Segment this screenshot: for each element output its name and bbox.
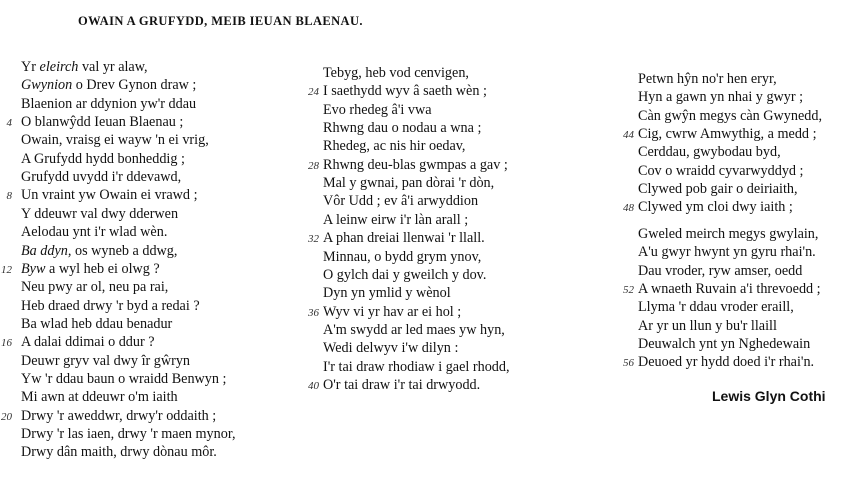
line-number: 16 bbox=[1, 337, 12, 350]
line-number: 56 bbox=[623, 357, 634, 370]
verse-line bbox=[21, 425, 236, 443]
line-number: 20 bbox=[1, 410, 12, 423]
verse-text: Gweled meirch megys gwylain, bbox=[638, 225, 819, 242]
verse-text: Llyma 'r ddau vroder eraill, bbox=[638, 299, 794, 316]
verse-line bbox=[21, 315, 172, 333]
verse-text: Mi awn at ddeuwr o'm iaith bbox=[21, 389, 178, 406]
verse-text: O gylch dai y gweilch y dov. bbox=[323, 266, 487, 283]
verse-line bbox=[638, 225, 818, 243]
verse-text: Aelodau ynt i'r wlad wèn. bbox=[21, 224, 168, 241]
verse-line bbox=[323, 211, 468, 229]
line-number: 12 bbox=[1, 263, 12, 276]
verse-text: Yr bbox=[21, 59, 40, 75]
verse-line bbox=[21, 242, 177, 260]
verse-line bbox=[21, 388, 178, 406]
verse-line bbox=[323, 119, 481, 137]
verse-text: Yw 'r ddau baun o wraidd Benwyn ; bbox=[21, 370, 227, 387]
verse-line bbox=[638, 107, 822, 125]
verse-line bbox=[21, 76, 196, 94]
verse-text: A phan dreiai llenwai 'r llall. bbox=[323, 230, 485, 247]
verse-text: Deuoed yr hydd doed i'r rhai'n. bbox=[638, 354, 815, 371]
italic-word: Byw bbox=[21, 260, 46, 277]
verse-line bbox=[21, 113, 183, 131]
verse-line bbox=[323, 229, 485, 247]
verse-text: Heb draed drwy 'r byd a redai ? bbox=[21, 297, 200, 314]
verse-line bbox=[21, 260, 160, 278]
verse-line bbox=[21, 150, 185, 168]
verse-line bbox=[323, 192, 478, 210]
verse-text: Rhwng dau o nodau a wna ; bbox=[323, 120, 482, 137]
verse-line bbox=[21, 443, 217, 461]
verse-line bbox=[21, 58, 148, 76]
verse-line bbox=[21, 95, 196, 113]
verse-text: Dyn yn ymlid y wènol bbox=[323, 285, 451, 302]
verse-text: A leinw eirw i'r làn arall ; bbox=[323, 211, 469, 228]
line-number: 52 bbox=[623, 283, 634, 296]
verse-line bbox=[323, 358, 510, 376]
verse-line bbox=[638, 335, 810, 353]
verse-line bbox=[323, 82, 487, 100]
line-number: 48 bbox=[623, 202, 634, 215]
verse-text: Clywed pob gair o deiriaith, bbox=[638, 181, 798, 198]
italic-word: Gwynion bbox=[21, 77, 73, 94]
verse-line bbox=[323, 376, 480, 394]
verse-text: Un vraint yw Owain ei vrawd ; bbox=[21, 187, 198, 204]
italic-word: Ba ddyn, bbox=[21, 242, 72, 259]
verse-text: Wedi delwyv i'w dilyn : bbox=[323, 340, 459, 357]
verse-text: Evo rhedeg â'i vwa bbox=[323, 101, 432, 118]
line-number: 32 bbox=[308, 233, 319, 246]
verse-text: Dau vroder, ryw amser, oedd bbox=[638, 262, 803, 279]
verse-line bbox=[638, 353, 814, 371]
verse-line bbox=[21, 131, 209, 149]
line-number: 4 bbox=[6, 117, 12, 130]
verse-line bbox=[323, 174, 494, 192]
verse-text: A wnaeth Ruvain a'i threvoedd ; bbox=[638, 280, 821, 297]
verse-line bbox=[638, 125, 817, 143]
line-number: 24 bbox=[308, 86, 319, 99]
verse-line bbox=[323, 339, 458, 357]
verse-text: A Grufydd hydd bonheddig ; bbox=[21, 150, 185, 167]
verse-line bbox=[638, 88, 803, 106]
verse-text: Drwy 'r las iaen, drwy 'r maen mynor, bbox=[21, 426, 236, 442]
verse-line bbox=[323, 137, 465, 155]
verse-text: o Drev Gynon draw ; bbox=[72, 77, 197, 94]
verse-text: Minnau, o bydd grym ynov, bbox=[323, 248, 482, 265]
verse-text: Neu pwy ar ol, neu pa rai, bbox=[21, 279, 169, 296]
verse-text: Cerddau, gwybodau byd, bbox=[638, 144, 781, 161]
verse-line bbox=[323, 321, 505, 339]
verse-text: Petwn hŷn no'r hen eryr, bbox=[638, 71, 777, 87]
verse-text: Blaenion ar ddynion yw'r ddau bbox=[21, 95, 197, 112]
verse-text: Drwy 'r aweddwr, drwy'r oddaith ; bbox=[21, 407, 217, 424]
verse-line bbox=[638, 143, 781, 161]
verse-line bbox=[638, 180, 798, 198]
verse-line bbox=[21, 333, 155, 351]
verse-text: I'r tai draw rhodiaw i gael rhodd, bbox=[323, 358, 510, 375]
line-number: 44 bbox=[623, 129, 634, 142]
verse-line bbox=[638, 243, 816, 261]
verse-text: O'r tai draw i'r tai drwyodd. bbox=[323, 376, 481, 393]
verse-line bbox=[323, 284, 451, 302]
author-signature: Lewis Glyn Cothi bbox=[712, 388, 826, 404]
verse-text: Hyn a gawn yn nhai y gwyr ; bbox=[638, 89, 804, 106]
verse-line bbox=[21, 186, 198, 204]
verse-line bbox=[21, 352, 190, 370]
verse-line bbox=[323, 266, 486, 284]
verse-text: Cig, cwrw Amwythig, a medd ; bbox=[638, 126, 817, 143]
verse-text: os wyneb a ddwg, bbox=[71, 242, 178, 259]
verse-text: Mal y gwnai, pan dòrai 'r dòn, bbox=[323, 175, 495, 192]
verse-text: A dalai ddimai o ddur ? bbox=[21, 334, 155, 351]
verse-text: A'm swydd ar led maes yw hyn, bbox=[323, 321, 505, 338]
verse-line bbox=[323, 64, 469, 82]
verse-line bbox=[638, 70, 777, 88]
verse-text: Grufydd uvydd i'r ddevawd, bbox=[21, 169, 182, 186]
verse-text: Owain, vraisg ei wayw 'n ei vrig, bbox=[21, 132, 209, 149]
verse-text: Clywed ym cloi dwy iaith ; bbox=[638, 199, 793, 216]
verse-line bbox=[21, 370, 226, 388]
verse-text: Rhedeg, ac nis hir oedav, bbox=[323, 138, 466, 155]
verse-line bbox=[21, 168, 181, 186]
verse-line bbox=[638, 198, 793, 216]
verse-line bbox=[21, 223, 167, 241]
verse-line bbox=[638, 280, 821, 298]
verse-text: Rhwng deu-blas gwmpas a gav ; bbox=[323, 156, 508, 173]
verse-line bbox=[638, 262, 802, 280]
line-number: 36 bbox=[308, 306, 319, 319]
verse-text: Ar yr un llun y bu'r llaill bbox=[638, 317, 777, 334]
verse-text: Vôr Udd ; ev â'i arwyddion bbox=[323, 193, 479, 210]
verse-line bbox=[638, 162, 804, 180]
verse-line bbox=[638, 317, 777, 335]
verse-text: Wyv vi yr hav ar ei hol ; bbox=[323, 303, 462, 320]
verse-text: Deuwalch ynt yn Nghedewain bbox=[638, 335, 811, 352]
verse-text: O blanwŷdd Ieuan Blaenau ; bbox=[21, 114, 184, 131]
verse-line bbox=[323, 303, 461, 321]
verse-text: Cov o wraidd cyvarwyddyd ; bbox=[638, 162, 804, 179]
verse-text: Tebyg, heb vod cenvigen, bbox=[323, 65, 469, 81]
verse-text: I saethydd wyv â saeth wèn ; bbox=[323, 83, 487, 100]
verse-line bbox=[21, 205, 178, 223]
verse-text: val yr alaw, bbox=[78, 59, 148, 75]
verse-text: A'u gwyr hwynt yn gyru rhai'n. bbox=[638, 244, 816, 261]
verse-text: Càn gwŷn megys càn Gwynedd, bbox=[638, 107, 823, 124]
verse-line bbox=[638, 298, 794, 316]
verse-text: Deuwr gryv val dwy îr gŵryn bbox=[21, 352, 191, 369]
verse-text: a wyl heb ei olwg ? bbox=[45, 260, 160, 277]
line-number: 8 bbox=[6, 190, 12, 203]
verse-text: Ba wlad heb ddau benadur bbox=[21, 315, 173, 332]
italic-word: eleirch bbox=[39, 59, 79, 75]
verse-line bbox=[323, 101, 432, 119]
verse-line bbox=[21, 407, 216, 425]
verse-line bbox=[21, 297, 200, 315]
line-number: 40 bbox=[308, 379, 319, 392]
verse-line bbox=[323, 248, 481, 266]
poem-title: OWAIN A GRUFYDD, MEIB IEUAN BLAENAU. bbox=[78, 14, 363, 28]
verse-text: Drwy dân maith, drwy dònau môr. bbox=[21, 444, 217, 461]
verse-text: Y ddeuwr val dwy dderwen bbox=[21, 205, 179, 222]
verse-line bbox=[21, 278, 168, 296]
verse-line bbox=[323, 156, 508, 174]
line-number: 28 bbox=[308, 159, 319, 172]
